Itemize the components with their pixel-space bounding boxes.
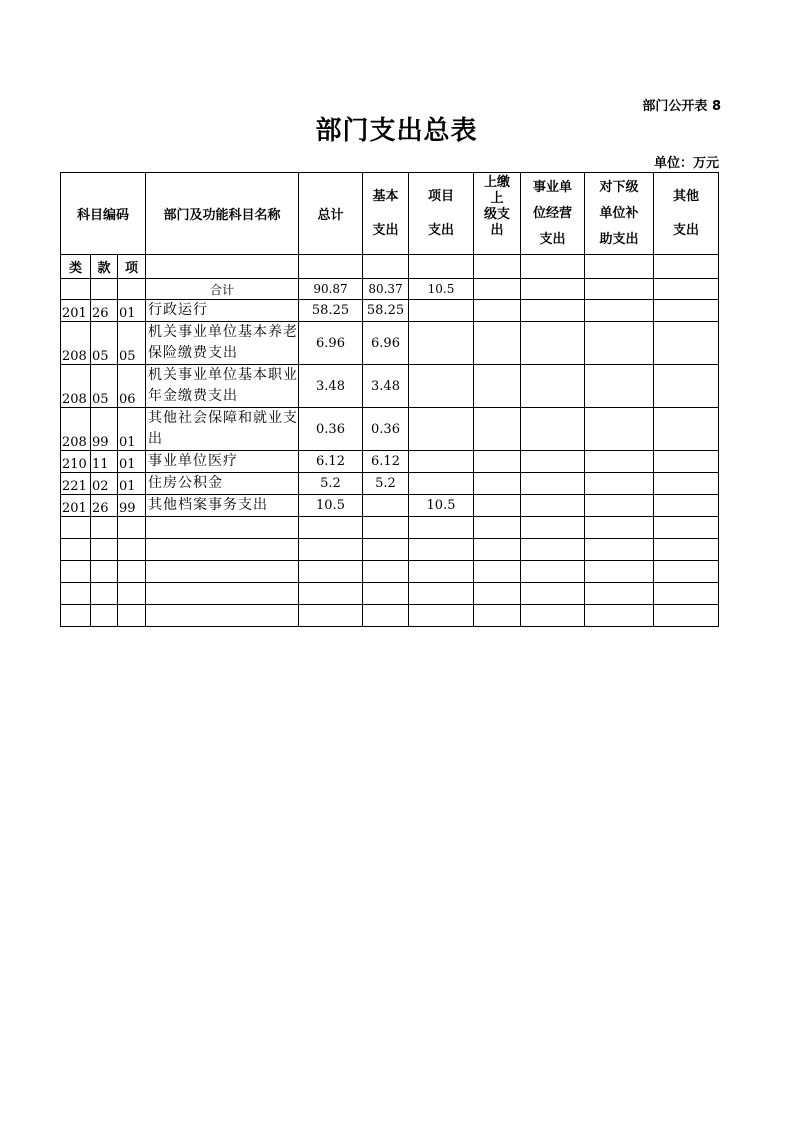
row-lei: 201 [61,495,91,517]
header-xiang: 项 [118,255,146,279]
row-project [409,300,474,322]
header-basic-line1: 基本 [372,188,399,204]
header-business-line3: 支出 [539,231,566,247]
summary-label: 合计 [146,279,299,300]
row-lei: 221 [61,473,91,495]
row-total: 5.2 [299,473,363,495]
row-project [409,473,474,495]
empty-row [61,539,719,561]
header-upper [474,173,521,255]
header-business-line2: 位经营 [532,205,572,221]
header-other-line1: 其他 [672,188,699,204]
summary-project: 10.5 [409,279,474,300]
empty-row [61,561,719,583]
row-basic: 58.25 [363,300,409,322]
row-project [409,365,474,408]
table-row [61,495,719,517]
empty-row [61,517,719,539]
row-name: 机关事业单位基本职业年金缴费支出 [146,365,299,408]
row-basic [363,495,409,517]
row-name: 行政运行 [146,300,299,322]
row-project [409,408,474,451]
row-total: 6.12 [299,451,363,473]
header-project [409,173,474,255]
row-name: 其他档案事务支出 [146,495,299,517]
row-xiang: 99 [118,495,146,517]
subheader-row [61,255,719,279]
row-name: 住房公积金 [146,473,299,495]
header-upper-line3: 级支 [483,207,510,222]
row-kuan: 11 [91,451,118,473]
expenditure-table [60,172,719,627]
header-row [61,173,719,255]
row-basic: 0.36 [363,408,409,451]
header-lei: 类 [61,255,91,279]
header-total: 总计 [299,173,363,255]
row-total: 10.5 [299,495,363,517]
header-basic [363,173,409,255]
header-upper-line1: 上缴 [483,175,510,190]
row-project [409,451,474,473]
row-kuan: 05 [91,365,118,408]
summary-basic: 80.37 [363,279,409,300]
table-row [61,300,719,322]
header-subsidy [585,173,654,255]
row-xiang: 05 [118,322,146,365]
row-basic: 6.96 [363,322,409,365]
header-upper-line2: 上 [490,191,504,206]
row-lei: 208 [61,365,91,408]
row-lei: 201 [61,300,91,322]
row-xiang: 01 [118,473,146,495]
row-name: 其他社会保障和就业支出 [146,408,299,451]
row-basic: 3.48 [363,365,409,408]
row-total: 3.48 [299,365,363,408]
header-other-line2: 支出 [672,222,699,238]
table-row [61,322,719,365]
header-business-line1: 事业单 [532,179,572,195]
row-xiang: 06 [118,365,146,408]
header-subsidy-line1: 对下级 [599,179,639,195]
header-code: 科目编码 [61,173,146,255]
header-project-line1: 项目 [427,188,454,204]
header-other [654,173,719,255]
row-total: 0.36 [299,408,363,451]
empty-row [61,605,719,627]
row-xiang: 01 [118,451,146,473]
header-business [521,173,585,255]
table-row [61,473,719,495]
header-project-line2: 支出 [427,222,454,238]
header-kuan: 款 [91,255,118,279]
row-total: 6.96 [299,322,363,365]
unit-label: 单位：万元 [653,156,719,171]
summary-total: 90.87 [299,279,363,300]
row-kuan: 02 [91,473,118,495]
page-title: 部门支出总表 [315,116,478,146]
row-xiang: 01 [118,300,146,322]
row-project [409,322,474,365]
header-basic-line2: 支出 [372,222,399,238]
row-xiang: 01 [118,408,146,451]
row-lei: 208 [61,408,91,451]
row-name: 机关事业单位基本养老保险缴费支出 [146,322,299,365]
table-row [61,365,719,408]
table-row [61,408,719,451]
row-name: 事业单位医疗 [146,451,299,473]
summary-row [61,279,719,300]
row-kuan: 05 [91,322,118,365]
header-name: 部门及功能科目名称 [146,173,299,255]
row-lei: 208 [61,322,91,365]
row-basic: 5.2 [363,473,409,495]
header-subsidy-line3: 助支出 [599,231,639,247]
table-row [61,451,719,473]
row-lei: 210 [61,451,91,473]
row-kuan: 26 [91,300,118,322]
header-upper-line4: 出 [490,223,504,238]
form-tag: 部门公开表 8 [642,99,721,114]
row-basic: 6.12 [363,451,409,473]
empty-row [61,583,719,605]
row-kuan: 99 [91,408,118,451]
row-project: 10.5 [409,495,474,517]
row-kuan: 26 [91,495,118,517]
header-subsidy-line2: 单位补 [599,205,639,221]
row-total: 58.25 [299,300,363,322]
